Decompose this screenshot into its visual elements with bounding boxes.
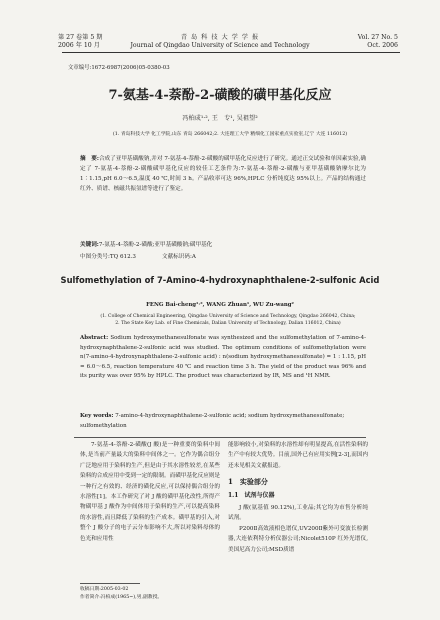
abstract-cn [80, 154, 366, 194]
header-journal-en: Journal of Qingdao University of Science and Technology [130, 42, 310, 49]
document-code: 文献标识码:A [161, 254, 196, 260]
section-heading-experimental: 1 实验部分 [228, 477, 268, 487]
footnote-received: 收稿日期:2005-03-02 [80, 587, 129, 592]
header-journal-cn: 青 岛 科 技 大 学 学 报 [180, 34, 260, 41]
running-header [10, 4, 430, 54]
keywords-en-text: 7-amino-4-hydroxynaphthalene-2-sulfonic acid; sodium hydroxymethanesulfonate; sulfomethylation [80, 413, 345, 429]
header-vol-no: Vol. 27 No. 5 [357, 34, 398, 41]
header-volume-issue: 第 27 卷第 5 期 [58, 34, 103, 41]
reagents-paragraph: J 酸(氨基值 90.12%),工业品;其它均为市售分析纯试剂。 [228, 505, 368, 522]
page-title: 7-氨基-4-萘酚-2-磺酸的磺甲基化反应 [108, 88, 332, 103]
subsection-heading-reagents: 1.1 试剂与仪器 [228, 491, 275, 499]
footnote [80, 586, 162, 602]
authors-en: FENG Bai-cheng¹·², WANG Zhuan¹, WU Zu-wang² [146, 302, 294, 308]
intro-paragraph-cont: 能影响较小,对染料的水溶性却有明显提高,在活性染料的生产中有较大优势。目前,国外已有应用实例[2-3],而国内还未见相关文献报道。 [228, 442, 368, 469]
body-column-right [228, 440, 368, 555]
header-date-cn: 2006 年 10 月 [58, 42, 100, 49]
affiliation-cn: (1. 青岛科技大学 化工学院,山东 青岛 266042;2. 大连理工大学 精细化工国家重点实验室,辽宁 大连 116012) [112, 132, 348, 137]
clc-number: 中图分类号:TQ 612.3 [80, 254, 136, 260]
header-volume-en [358, 34, 398, 50]
affiliation-en-2: 2. The State Key Lab. of Fine Chemicals, Dalian University of Technology, Dalian 116012, China) [115, 321, 341, 326]
keywords-en [80, 412, 366, 431]
keywords-cn [80, 240, 212, 248]
abstract-en-text: Sodium hydroxymethanesulfonate was synthesized and the sulfomethylation of 7-amino-4-hydroxynaphthalene-2-sulfonic acid was studied. The optimum conditions of sulfomethylation were n(7-amino-4-hydroxynaphthalene-2-sulfonic acid) : n(sodium hydroxymethanesulfonate) = 1 : 1.15, pH = 6.0～6.5, reaction temperature 40 ℃ and reaction time 3 h. The yield of the product was 96% and its purity was over 95% by HPLC. The product was characterized by IR, MS and ¹H NMR. [80, 335, 367, 380]
affiliation-en [90, 313, 366, 327]
body-column-left [80, 440, 220, 544]
footnote-author: 作者简介:冯柏成(1965~),男,副教授。 [80, 595, 163, 600]
abstract-cn-label: 摘 要: [80, 156, 99, 162]
authors-cn: 冯柏成¹·², 王 专¹, 吴祖望² [182, 115, 258, 122]
article-number: 文章编号:1672-6987(2006)05-0380-03 [68, 65, 170, 71]
section-divider [74, 437, 366, 438]
affiliation-en-1: (1. College of Chemical Engineering, Qingdao University of Science and Technology, Qingdao 266042, China; [100, 314, 356, 319]
title-en: Sulfomethylation of 7-Amino-4-hydroxynaphthalene-2-sulfonic Acid [60, 275, 380, 285]
header-rule [62, 52, 400, 53]
abstract-cn-text: 合成了亚甲基磺酸钠,并对 7-氨基-4-萘酚-2-磺酸的磺甲基化反应进行了研究。通过正交试验和单因素实验,确定了 7-氨基-4-萘酚-2-磺酸磺甲基化反应的较佳工艺条件为:7-氨基-4-萘酚-2-磺酸与亚甲基磺酸钠摩尔比为 1∶1.15,pH 6.0～6.5,温度 40 ℃,时间 3 h。产品收率可达 96%,HPLC 分析纯度达 95%以上。产品的结构通过红外、质谱、核磁共振氢谱等进行了鉴定。 [80, 156, 366, 192]
abstract-en [80, 334, 366, 382]
header-date-en: Oct. 2006 [367, 42, 398, 49]
classification-cn [80, 252, 380, 260]
keywords-cn-text: 7-氨基-4-萘酚-2-磺酸;亚甲基磺酸钠;磺甲基化 [98, 242, 213, 248]
keywords-cn-label: 关键词: [80, 242, 99, 248]
instruments-paragraph: P200Ⅱ高效液相色谱仪,UV200Ⅱ紫外可变波长检测器,大连依利特分析仪器公司;Nicolet510P 红外光谱仪,美国尼高力公司;MSD质谱 [228, 525, 368, 553]
intro-paragraph: 7-氨基-4-萘酚-2-磺酸(J 酸)是一种重要的染料中间体,是当前产量最大的染料中间体之一。它作为偶合组分广泛地应用于染料的生产,但是由于其水溶性较差,在某些染料的合成应用中受到一定的限制。而磺甲基化反应则是一种行之有效的、经济的磺化反应,可以保持偶合组分的水溶性[1]。本工作研究了对 J 酸的磺甲基化改性,所得产物磺甲基 J 酸作为中间体用于染料的生产,可以提高染料的水溶性,而且降低了染料的生产成本。磺甲基的引入,对整个 J 酸分子的电子云分布影响不大,所以对染料母体的色光和应用性 [80, 442, 220, 542]
keywords-en-label: Key words: [80, 413, 114, 419]
abstract-en-label: Abstract: [80, 335, 109, 341]
footnote-rule [80, 583, 140, 584]
